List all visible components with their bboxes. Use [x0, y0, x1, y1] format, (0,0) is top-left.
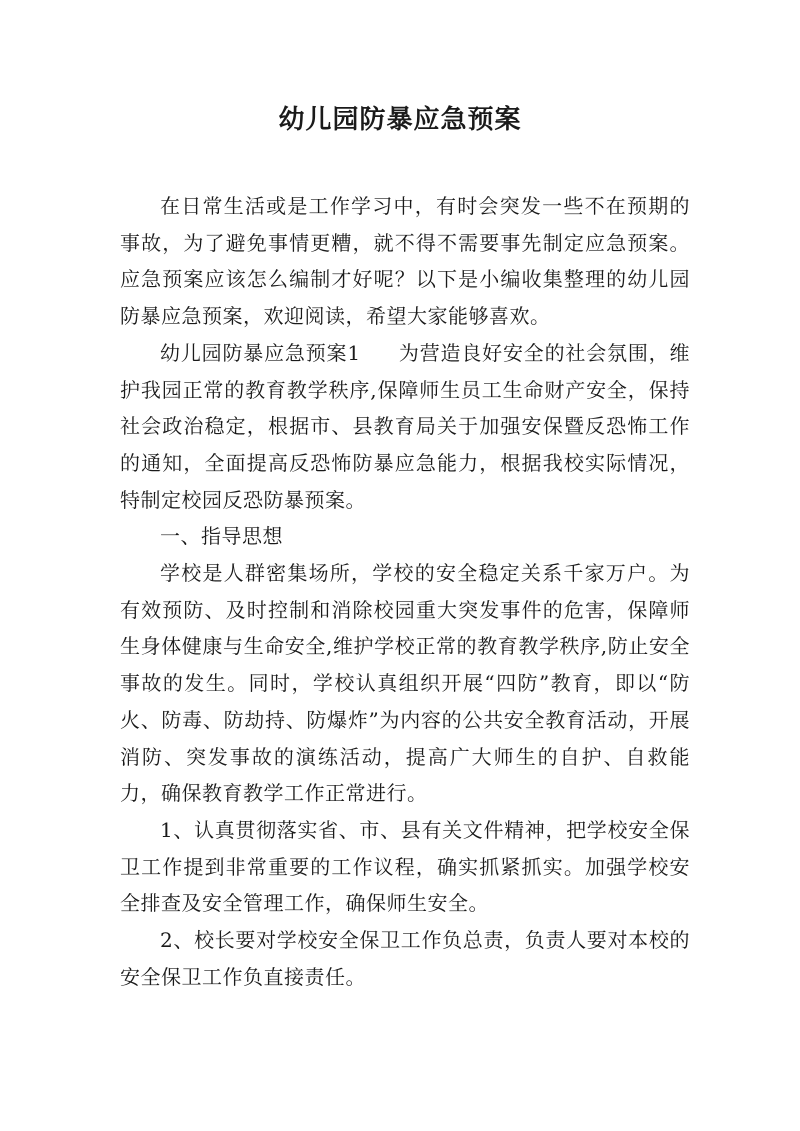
preamble-text: 为营造良好安全的社会氛围，维护我园正常的教育教学秩序,保障师生员工生命财产安全，保持社会政治稳定，根据市、县教育局关于加强安保暨反恐怖工作的通知，全面提高反恐怖防暴应急能力，根据我校实际情况，特制定校园反恐防暴预案。 [120, 340, 691, 512]
guiding-ideology-paragraph: 学校是人群密集场所，学校的安全稳定关系千家万户。为有效预防、及时控制和消除校园重大突发事件的危害，保障师生身体健康与生命安全,维护学校正常的教育教学秩序,防止安全事故的发生。同时，学校认真组织开展“四防”教育，即以“防火、防毒、防劫持、防爆炸”为内容的公共安全教育活动，开展消防、突发事故的演练活动，提高广大师生的自护、自救能力，确保教育教学工作正常进行。 [120, 561, 690, 806]
item-1-paragraph: 1、认真贯彻落实省、市、县有关文件精神，把学校安全保卫工作提到非常重要的工作议程，确实抓紧抓实。加强学校安全排查及安全管理工作，确保师生安全。 [120, 817, 690, 916]
item-2-paragraph: 2、校长要对学校安全保卫工作负总责，负责人要对本校的安全保卫工作负直接责任。 [120, 928, 690, 989]
intro-paragraph: 在日常生活或是工作学习中，有时会突发一些不在预期的事故，为了避免事情更糟，就不得不需要事先制定应急预案。应急预案应该怎么编制才好呢？以下是小编收集整理的幼儿园防暴应急预案，欢迎阅读，希望大家能够喜欢。 [120, 194, 690, 329]
preamble-paragraph [120, 335, 690, 519]
guiding-ideology-heading: 一、指导思想 [160, 524, 283, 549]
section-heading: 幼儿园防暴应急预案1 [160, 340, 361, 365]
document-body [120, 188, 690, 995]
document-title: 幼儿园防暴应急预案 [278, 105, 522, 135]
